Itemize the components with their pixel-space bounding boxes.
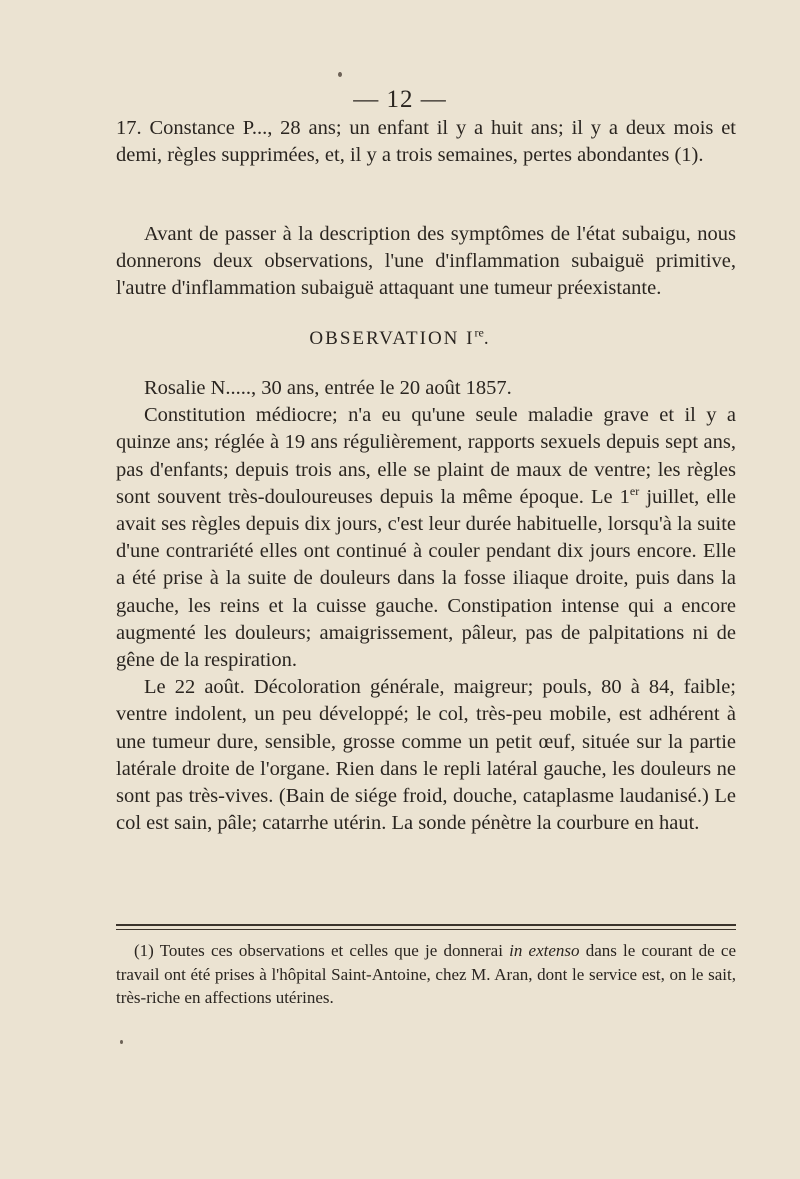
observation-title-text: OBSERVATION I	[309, 328, 475, 349]
observation-title	[0, 325, 800, 350]
footnote	[116, 939, 736, 1010]
observation-paragraph-2	[116, 402, 736, 674]
intro-section	[116, 221, 736, 303]
footnote-italic: in extenso	[509, 941, 580, 960]
footnote-after: dans le courant de ce travail ont été prises à l'hôpital Saint-Antoine, chez M. Aran, dont le service est, on le sait, très-riche en affections utérines.	[116, 941, 736, 1007]
observation-title-sup: re	[474, 325, 484, 340]
footnote-divider-thin	[116, 929, 736, 930]
observation-body	[116, 375, 736, 837]
page-number: — 12 —	[353, 86, 447, 113]
ink-speck	[120, 1040, 123, 1044]
footnote-text	[116, 939, 736, 1010]
p2-text-after: juillet, elle avait ses règles depuis dix jours, c'est leur durée habituelle, lorsqu'à la suite d'une contrariété elles ont continué à couler pendant dix jours encore. Elle a été prise à la suite de douleurs dans la fosse iliaque droite, puis dans la gauche, les reins et la cuisse gauche. Constipation intense qui a encore augmenté les douleurs; amaigrissement, pâleur, pas de palpitations ni de gêne de la respiration.	[116, 485, 736, 672]
observation-paragraph-3: Le 22 août. Décoloration générale, maigreur; pouls, 80 à 84, faible; ventre indolent, un peu développé; le col, très-peu mobile, est adhérent à une tumeur dure, sensible, grosse comme un petit œuf, située sur la partie latérale droite de l'organe. Rien dans le repli latéral gauche, les douleurs ne sont pas très-vives. (Bain de siége froid, douche, cataplasme laudanisé.) Le col est sain, pâle; catarrhe utérin. La sonde pénètre la courbure en haut.	[116, 676, 736, 835]
p2-superscript: er	[629, 483, 640, 498]
ink-speck	[338, 72, 342, 77]
case-17-entry	[116, 115, 736, 169]
footnote-before: (1) Toutes ces observations et celles que je donnerai	[134, 941, 510, 960]
observation-paragraph-1: Rosalie N....., 30 ans, entrée le 20 août 1857.	[144, 377, 512, 399]
case-17-text: 17. Constance P..., 28 ans; un enfant il y a huit ans; il y a deux mois et demi, règles supprimées, et, il y a trois semaines, pertes abondantes (1).	[116, 117, 736, 167]
intro-paragraph: Avant de passer à la description des symptômes de l'état subaigu, nous donnerons deux observations, l'une d'inflammation subaiguë primitive, l'autre d'inflammation subaiguë attaquant une tumeur préexistante.	[116, 223, 736, 300]
p2-text-before: Constitution médiocre; n'a eu qu'une seule maladie grave et il y a quinze ans; réglée à 19 ans régulièrement, rapports sexuels depuis sept ans, pas d'enfants; depuis trois ans, elle se plaint de maux de ventre; les règles sont souvent très-douloureuses depuis la même époque. Le 1	[116, 404, 736, 508]
footnote-divider	[116, 924, 736, 926]
observation-title-end: .	[483, 328, 491, 349]
